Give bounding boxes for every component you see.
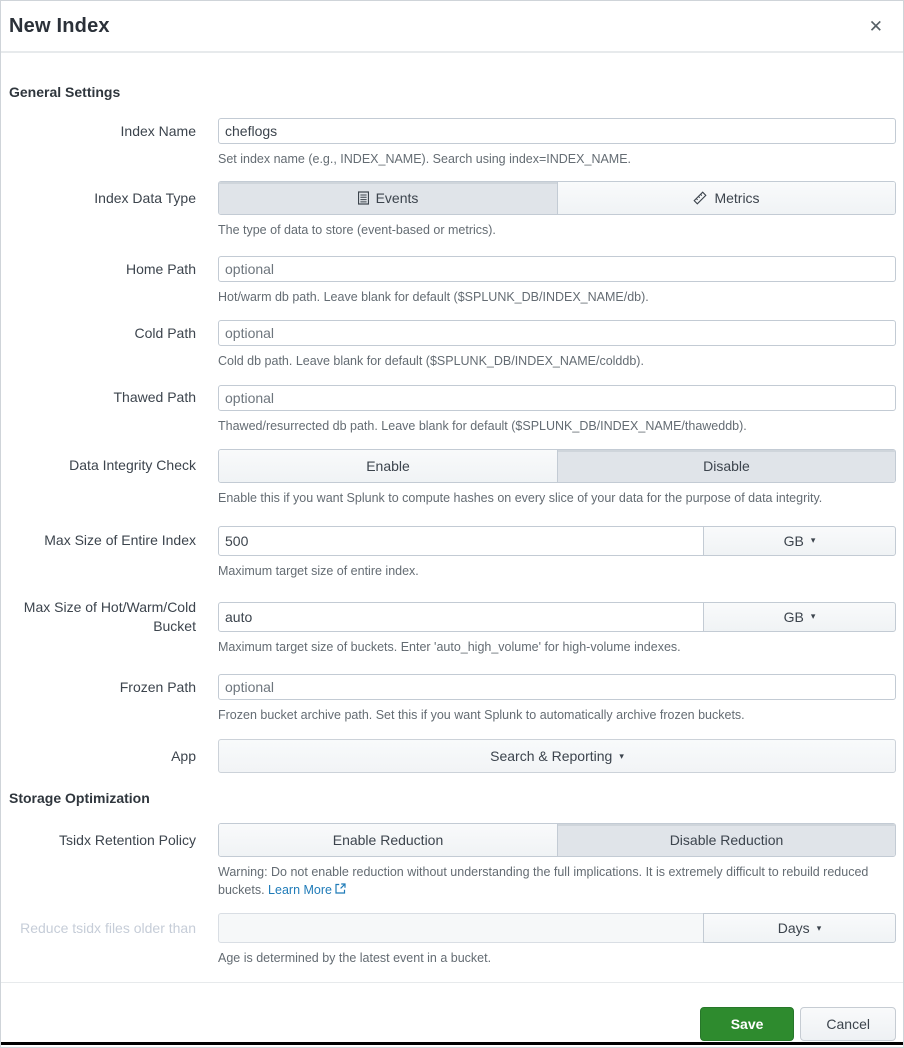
app-dropdown[interactable] [218,739,896,773]
tsidx-policy-toggle [218,823,896,857]
enable-reduction-label: Enable Reduction [332,832,444,849]
frozen-path-help: Frozen bucket archive path. Set this if you want Splunk to automatically archive frozen buckets. [218,708,745,722]
frozen-path-label: Frozen Path [119,678,196,695]
field-frozen-path [8,674,896,724]
app-label: App [171,747,196,764]
field-cold-path [8,320,896,370]
section-storage-optimization: Storage Optimization [9,790,150,807]
field-tsidx-retention-policy [8,823,896,899]
integrity-enable-button[interactable] [219,450,557,482]
index-name-help: Set index name (e.g., INDEX_NAME). Search using index=INDEX_NAME. [218,152,632,166]
home-path-label: Home Path [125,260,196,277]
disable-reduction-button[interactable] [557,824,895,856]
integrity-disable-button[interactable] [557,450,895,482]
data-integrity-label: Data Integrity Check [69,457,196,474]
home-path-help: Hot/warm db path. Leave blank for default ($SPLUNK_DB/INDEX_NAME/db). [218,290,649,305]
max-bucket-size-label: Max Size of Hot/Warm/Cold Bucket [23,598,196,634]
caret-down-icon: ▾ [810,535,816,546]
field-data-integrity-check [8,449,896,507]
metrics-ruler-icon [693,191,707,205]
section-general-settings: General Settings [9,84,121,100]
close-icon[interactable]: ✕ [865,16,887,37]
tsidx-warning-text: Warning: Do not enable reduction without understanding the full implications. It is extremely difficult to rebuild reduced buckets. [218,865,869,898]
modal-footer [1,982,903,1047]
save-button[interactable]: Save [700,1007,795,1041]
metrics-toggle-button[interactable] [557,182,895,214]
max-index-size-input[interactable] [218,526,704,556]
index-name-label: Index Name [120,122,196,139]
index-data-type-toggle [218,181,896,215]
field-thawed-path [8,385,896,435]
metrics-toggle-label: Metrics [714,190,760,207]
cold-path-label: Cold Path [134,324,196,341]
cold-path-help: Cold db path. Leave blank for default ($SPLUNK_DB/INDEX_NAME/colddb). [218,354,644,369]
field-reduce-tsidx [8,913,896,967]
field-index-name [8,118,896,168]
max-index-size-help: Maximum target size of entire index. [218,563,419,578]
max-index-size-unit-dropdown[interactable] [703,526,896,556]
external-link-icon [332,883,346,894]
modal-title: New Index [9,14,110,37]
events-toggle-button[interactable] [219,182,557,214]
app-dropdown-value: Search & Reporting [490,748,613,765]
max-index-size-unit-value: GB [783,532,804,549]
field-app [8,739,896,773]
thawed-path-help: Thawed/resurrected db path. Leave blank for default ($SPLUNK_DB/INDEX_NAME/thaweddb). [218,418,747,433]
thawed-path-label: Thawed Path [113,389,196,406]
caret-down-icon: ▾ [810,611,816,622]
index-name-input[interactable] [218,118,896,144]
events-list-icon [358,191,369,205]
data-integrity-help: Enable this if you want Splunk to compute hashes on every slice of your data for the purpose of data integrity. [218,490,823,505]
reduce-tsidx-help: Age is determined by the latest event in a bucket. [218,951,492,966]
modal-body [1,53,903,982]
max-bucket-size-unit-dropdown[interactable] [703,602,896,632]
max-bucket-size-input[interactable] [218,602,704,632]
field-max-index-size [8,526,896,580]
reduce-tsidx-label: Reduce tsidx files older than [20,919,196,936]
page-bottom-edge [1,1042,903,1045]
disable-reduction-label: Disable Reduction [669,832,784,849]
modal-header [1,1,903,53]
tsidx-policy-help [218,863,896,899]
reduce-tsidx-input [218,913,704,943]
index-data-type-label: Index Data Type [94,189,196,206]
integrity-disable-label: Disable [703,457,750,474]
enable-reduction-button[interactable] [219,824,557,856]
max-bucket-size-help: Maximum target size of buckets. Enter 'auto_high_volume' for high-volume indexes. [218,639,681,654]
caret-down-icon: ▾ [816,922,822,933]
reduce-tsidx-unit-dropdown [703,913,896,943]
max-bucket-size-unit-value: GB [783,608,804,625]
integrity-enable-label: Enable [366,457,410,474]
index-data-type-help: The type of data to store (event-based or metrics). [218,223,496,238]
learn-more-link[interactable]: Learn More [268,883,346,897]
field-home-path [8,256,896,306]
cancel-button[interactable]: Cancel [800,1007,896,1041]
events-toggle-label: Events [375,190,419,207]
thawed-path-input[interactable] [218,385,896,411]
cold-path-input[interactable] [218,320,896,346]
caret-down-icon: ▾ [619,750,624,761]
reduce-tsidx-unit-value: Days [777,920,810,937]
frozen-path-input[interactable] [218,674,896,700]
max-index-size-label: Max Size of Entire Index [44,532,196,549]
data-integrity-toggle [218,449,896,483]
home-path-input[interactable] [218,256,896,282]
tsidx-policy-label: Tsidx Retention Policy [59,831,196,848]
field-max-bucket-size [8,598,896,656]
field-index-data-type [8,181,896,239]
